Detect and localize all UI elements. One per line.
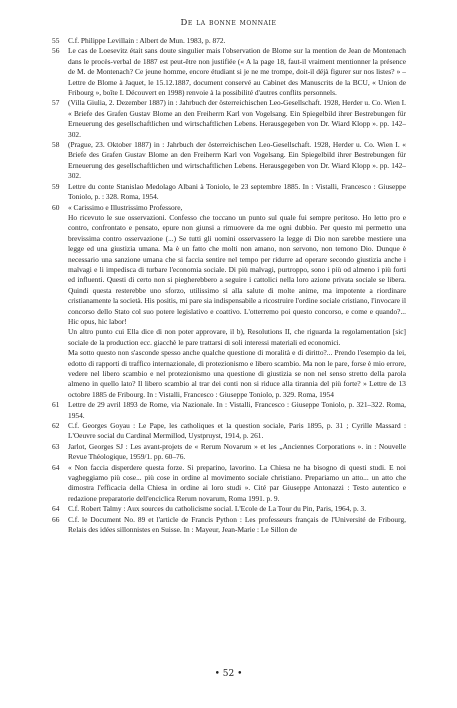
endnote-paragraph: Lettre du conte Stanislao Medolago Albani à Toniolo, le 23 septembre 1885. In : Vistalli, Francesco : Giuseppe Toniolo, p. : 328. Roma, 1954. xyxy=(68,181,406,202)
endnote-paragraph: Le cas de Loesevitz était sans doute singulier mais l'observation de Blome sur la mention de Jean de Montenach dans le procès-verbal de 1887 est peut-être non justifiée (« A la page 18, faut-il vraiment mentionner la présence de M. de Montenach? Ce jeune homme, encore étudiant si je ne me trompe, doit-il déjà figurer sur nos listes? » – Lettre de Blome à Jaquet, le 15.12.1887, document conservé au Cabinet des Manuscrits de la BCU, « Union de Fribourg », boîte I. Découvert en 1998) renvoie à la possibilité d'autres conflits personnels. xyxy=(68,46,406,98)
endnote-text xyxy=(68,504,406,514)
endnote-paragraph: « Non faccia disperdere questa forze. Si preparino, lavorino. La Chiesa ne ha bisogno di questi studi. E noi vagheggiamo più cose... più cose in ordine al movimento sociale christiano. Prepariamo un atto... un atto che dimostra l'efficacia della Chiesa in ordine ai loro studi ». Cité par Giuseppe Antonazzi : Testo autentico e redazione preparatorie dell'enciclica Rerum novarum, Roma 1991. p. 9. xyxy=(68,462,406,503)
endnote xyxy=(52,98,406,140)
endnote-number: 63 xyxy=(52,441,60,451)
endnote xyxy=(52,400,406,421)
endnote-number: 64 xyxy=(52,462,60,472)
endnote xyxy=(52,442,406,463)
endnote-paragraph: « Carissimo e Illustrissimo Professore, xyxy=(68,202,183,212)
endnote-paragraph: Un altro punto cui Ella dice di non poter approvare, il b), Resolutions II, che riguarda la regolamentation [sic] sociale de la production ecc. giacchè le pare trattarsi di soli interessi materiali ed economici. xyxy=(68,327,406,347)
endnote-text xyxy=(68,98,406,140)
endnote-text xyxy=(68,421,406,442)
endnote-number: 56 xyxy=(52,46,60,56)
endnote-text xyxy=(68,203,406,401)
endnote-paragraph: C.f. Philippe Levillain : Albert de Mun. 1983, p. 872. xyxy=(68,36,226,45)
endnote-paragraph: C.f. Robert Talmy : Aux sources du catholicisme social. L'Ecole de La Tour du Pin, Paris, 1964, p. 3. xyxy=(68,504,367,514)
endnote-paragraph: (Prague, 23. Oktober 1887) in : Jahrbuch der österreichischen Leo-Gesellschaft. 1928, Herder u. Co. Wien I. « Briefe des Grafen Gustav Blome an den Freiherrn Karl von Vogelsang. Ein Spiegelbild ihrer Bestrebungen für Erneuerung des gesellschaftlichen und wirtschaftlichen Lebens. Herausgegeben von Dr. Wiard Klopp ». pp. 142–302. xyxy=(68,140,406,181)
endnote-paragraph: Ho ricevuto le sue osservazioni. Confesso che toccano un punto sul quale fui sempre peritoso. Ho letto pro e contro, confrontato e pensato, epure non giunsi a rimuovere da me ogni dubbio. Per questo mi permetto una brevissima contro osservazione (...) Se tutti gli uomini osservassero la legge di Dio non sarebbe mestiere una legge ed una giustizia umana. Ma è un fatto che molti non amano, non servono, non temono Dio. Dunque è necessario una sanzione umana che si faccia sentire nel tempo per ridurre ad operare secondo giustizia anche i malvagi e li impedisca di turbare l'economia sociale. Di più malvagi, purtroppo, sono i più od almeno i più forti ed influenti. Questi di certo non si piegherebbero a seguire i cattolici nella loro azione privata sociale se libera. Quindi questa resterebbe uno sforzo, utilissimo sì alla salute di molte anime, ma impotente a riordinare cristianamente la società. His positis, mi pare sia indispensabile a ricostruire l'ordine sociale cristiano, l'invocare il concorso dello Stato col suo potere legislativo e coattivo. L'otterremo poi questo concorso, e come e quando?... Hic opus, hic labor! xyxy=(68,212,406,326)
endnote-paragraph: Jarlot, Georges SJ : Les avant-projets de « Rerum Novarum » et les „Anciennes Corporations ». in : Nouvelle Revue Théologique, 1959/1. pp. 60–76. xyxy=(68,441,406,462)
endnote-text xyxy=(68,442,406,463)
endnote-paragraph: Ma sotto questo non s'asconde spesso anche qualche questione di moralità e di diritto?... Prendo l'esempio da lei, edotto di rapporti di traffico internazionale, di protezionismo e libero scambio. Ma non le pare, forse è mio errore, vedere nel libero scambio e nel protezionismo una questione di giustizia se non nel senso stretto della parola almeno in quello lato? Il libero scambio al trar dei conti non si riduce alla tirannia del più forte? » Lettre de 13 octobre 1885 de Fribourg. In : Vistalli, Francesco : Giuseppe Toniolo, p. 329. Roma, 1954 xyxy=(68,348,406,399)
endnote-text xyxy=(68,36,406,46)
endnote-number: 62 xyxy=(52,421,60,431)
endnote-number: 55 xyxy=(52,36,60,45)
endnote xyxy=(52,421,406,442)
endnote xyxy=(52,203,406,401)
endnote xyxy=(52,463,406,505)
endnote-paragraph: C.f. le Document No. 89 et l'article de Francis Python : Les professeurs français de l'Université de Fribourg, Relais des idées sillonnistes en Suisse. In : Mayeur, Jean-Marie : Le Sillon de xyxy=(68,514,406,535)
endnote-text xyxy=(68,463,406,505)
endnote-number: 61 xyxy=(52,400,60,410)
endnote xyxy=(52,36,406,46)
endnote xyxy=(52,46,406,98)
endnote-text xyxy=(68,515,406,536)
endnote-number: 66 xyxy=(52,514,60,524)
endnote xyxy=(52,140,406,182)
page-number: • 52 • xyxy=(214,669,243,679)
endnote-text xyxy=(68,182,406,203)
endnote-paragraph: (Villa Giulia, 2. Dezember 1887) in : Jahrbuch der österreichischen Leo-Gesellschaft. 1928, Herder u. Co. Wien I. « Briefe des Grafen Gustav Blome an den Freiherrn Karl von Vogelsang. Ein Spiegelbild ihrer Bestrebungen für Erneuerung des gesellschaftlichen und wirtschaftlichen Lebens. Herausgegeben von Dr. Wiard Klopp ». pp. 142–302. xyxy=(68,98,406,139)
endnote-number: 57 xyxy=(52,98,60,108)
running-header: De la bonne monnaie xyxy=(180,18,277,28)
endnote-number: 64 xyxy=(52,504,60,514)
endnote-paragraph: Lettre de 29 avril 1893 de Rome, via Nazionale. In : Vistalli, Francesco : Giuseppe Toniolo, p. 321–322. Roma, 1954. xyxy=(68,400,406,420)
endnote-paragraph: C.f. Georges Goyau : Le Pape, les catholiques et la question sociale, Paris 1895, p. 31 ; Cyrille Massard : L'Oeuvre social du Cardinal Mermillod, Uystpruyst, 1914, p. 261. xyxy=(68,421,406,441)
endnote-number: 59 xyxy=(52,181,60,191)
endnote xyxy=(52,515,406,536)
endnote-text xyxy=(68,400,406,421)
endnote-text xyxy=(68,140,406,182)
endnote-text xyxy=(68,46,406,98)
endnotes-list xyxy=(52,36,406,536)
endnote-number: 60 xyxy=(52,202,60,212)
endnote xyxy=(52,182,406,203)
endnote xyxy=(52,504,406,514)
endnote-number: 58 xyxy=(52,140,60,150)
